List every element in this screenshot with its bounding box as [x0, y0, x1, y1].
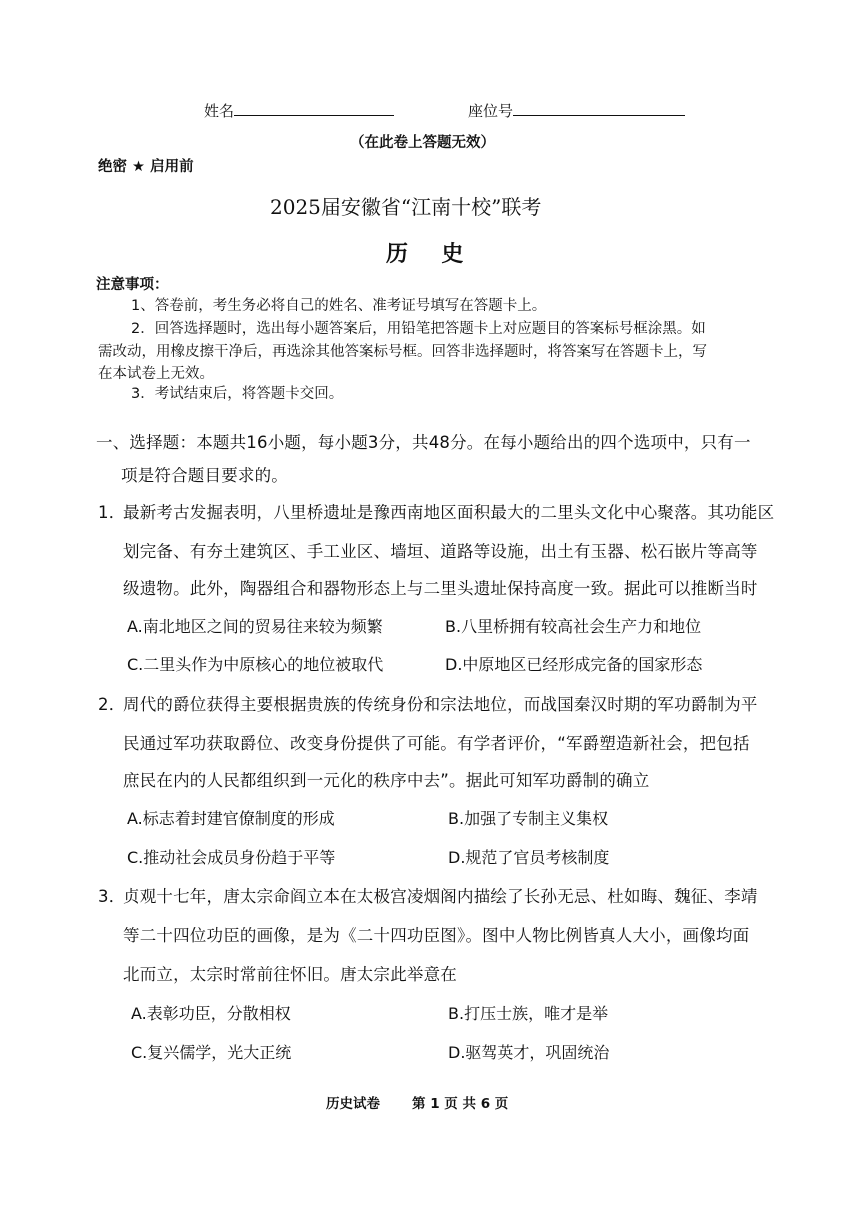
notice-heading: 注意事项：	[96, 277, 169, 293]
option-c[interactable]: C.推动社会成员身份趋于平等	[127, 848, 336, 867]
question-text-line: 最新考古发掘表明，八里桥遗址是豫西南地区面积最大的二里头文化中心聚落。其功能区	[123, 503, 775, 522]
notice-item-1: 1、答卷前，考生务必将自己的姓名、准考证号填写在答题卡上。	[131, 298, 547, 314]
question-number: 3．	[98, 887, 126, 906]
option-a[interactable]: A.表彰功臣，分散相权	[131, 1004, 291, 1023]
footer-label: 历史试卷	[326, 1096, 380, 1112]
question-text-line: 周代的爵位获得主要根据贵族的传统身份和宗法地位，而战国秦汉时期的军功爵制为平	[123, 695, 758, 714]
exam-title: 2025届安徽省“江南十校”联考	[270, 195, 542, 219]
notice-item-2: 2．回答选择题时，选出每小题答案后，用铅笔把答题卡上对应题目的答案标号框涂黑。如	[131, 321, 706, 337]
question-text-line: 北而立，太宗时常前往怀旧。唐太宗此举意在	[123, 965, 457, 984]
invalid-note: （在此卷上答题无效）	[350, 135, 495, 151]
question-number: 1．	[98, 503, 126, 522]
name-blank-line	[234, 115, 394, 116]
question-text-line: 级遗物。此外，陶器组合和器物形态上与二里头遗址保持高度一致。据此可以推断当时	[123, 579, 758, 598]
notice-item-3: 3．考试结束后，将答题卡交回。	[131, 386, 344, 402]
option-b[interactable]: B.加强了专制主义集权	[448, 809, 609, 828]
subject-title: 历 史	[386, 242, 470, 267]
question-text-line: 庶民在内的人民都组织到一元化的秩序中去”。据此可知军功爵制的确立	[123, 771, 650, 790]
option-b[interactable]: B.八里桥拥有较高社会生产力和地位	[445, 617, 702, 636]
question-text-line: 贞观十七年，唐太宗命阎立本在太极宫凌烟阁内描绘了长孙无忌、杜如晦、魏征、李靖	[123, 887, 758, 906]
question-number: 2．	[98, 695, 126, 714]
notice-item-2-cont: 需改动，用橡皮擦干净后，再选涂其他答案标号框。回答非选择题时，将答案写在答题卡上，写	[98, 344, 707, 360]
question-text-line: 民通过军功获取爵位、改变身份提供了可能。有学者评价，“军爵塑造新社会，把包括	[123, 734, 750, 753]
section-heading: 一、选择题：本题共16小题，每小题3分，共48分。在每小题给出的四个选项中，只有一	[96, 433, 751, 452]
section-heading-cont: 项是符合题目要求的。	[121, 466, 288, 485]
option-c[interactable]: C.复兴儒学，光大正统	[131, 1043, 292, 1062]
page-number: 第 1 页 共 6 页	[412, 1096, 509, 1112]
option-d[interactable]: D.规范了官员考核制度	[448, 848, 610, 867]
option-a[interactable]: A.标志着封建官僚制度的形成	[127, 809, 335, 828]
question-text-line: 划完备、有夯土建筑区、手工业区、墙垣、道路等设施，出土有玉器、松石嵌片等高等	[123, 542, 758, 561]
name-field-row	[204, 100, 394, 121]
notice-item-2-cont2: 在本试卷上无效。	[98, 366, 214, 382]
question-text-line: 等二十四位功臣的画像，是为《二十四功臣图》。图中人物比例皆真人大小，画像均面	[123, 926, 750, 945]
name-label: 姓名	[204, 102, 235, 120]
option-a[interactable]: A.南北地区之间的贸易往来较为频繁	[127, 617, 383, 636]
secret-mark: 绝密 ★ 启用前	[98, 159, 194, 175]
seat-field-row	[468, 100, 685, 121]
option-b[interactable]: B.打压士族，唯才是举	[448, 1004, 609, 1023]
option-c[interactable]: C.二里头作为中原核心的地位被取代	[127, 655, 384, 674]
option-d[interactable]: D.驱驾英才，巩固统治	[448, 1043, 610, 1062]
option-d[interactable]: D.中原地区已经形成完备的国家形态	[445, 655, 703, 674]
seat-label: 座位号	[468, 102, 514, 120]
seat-blank-line	[513, 115, 685, 116]
